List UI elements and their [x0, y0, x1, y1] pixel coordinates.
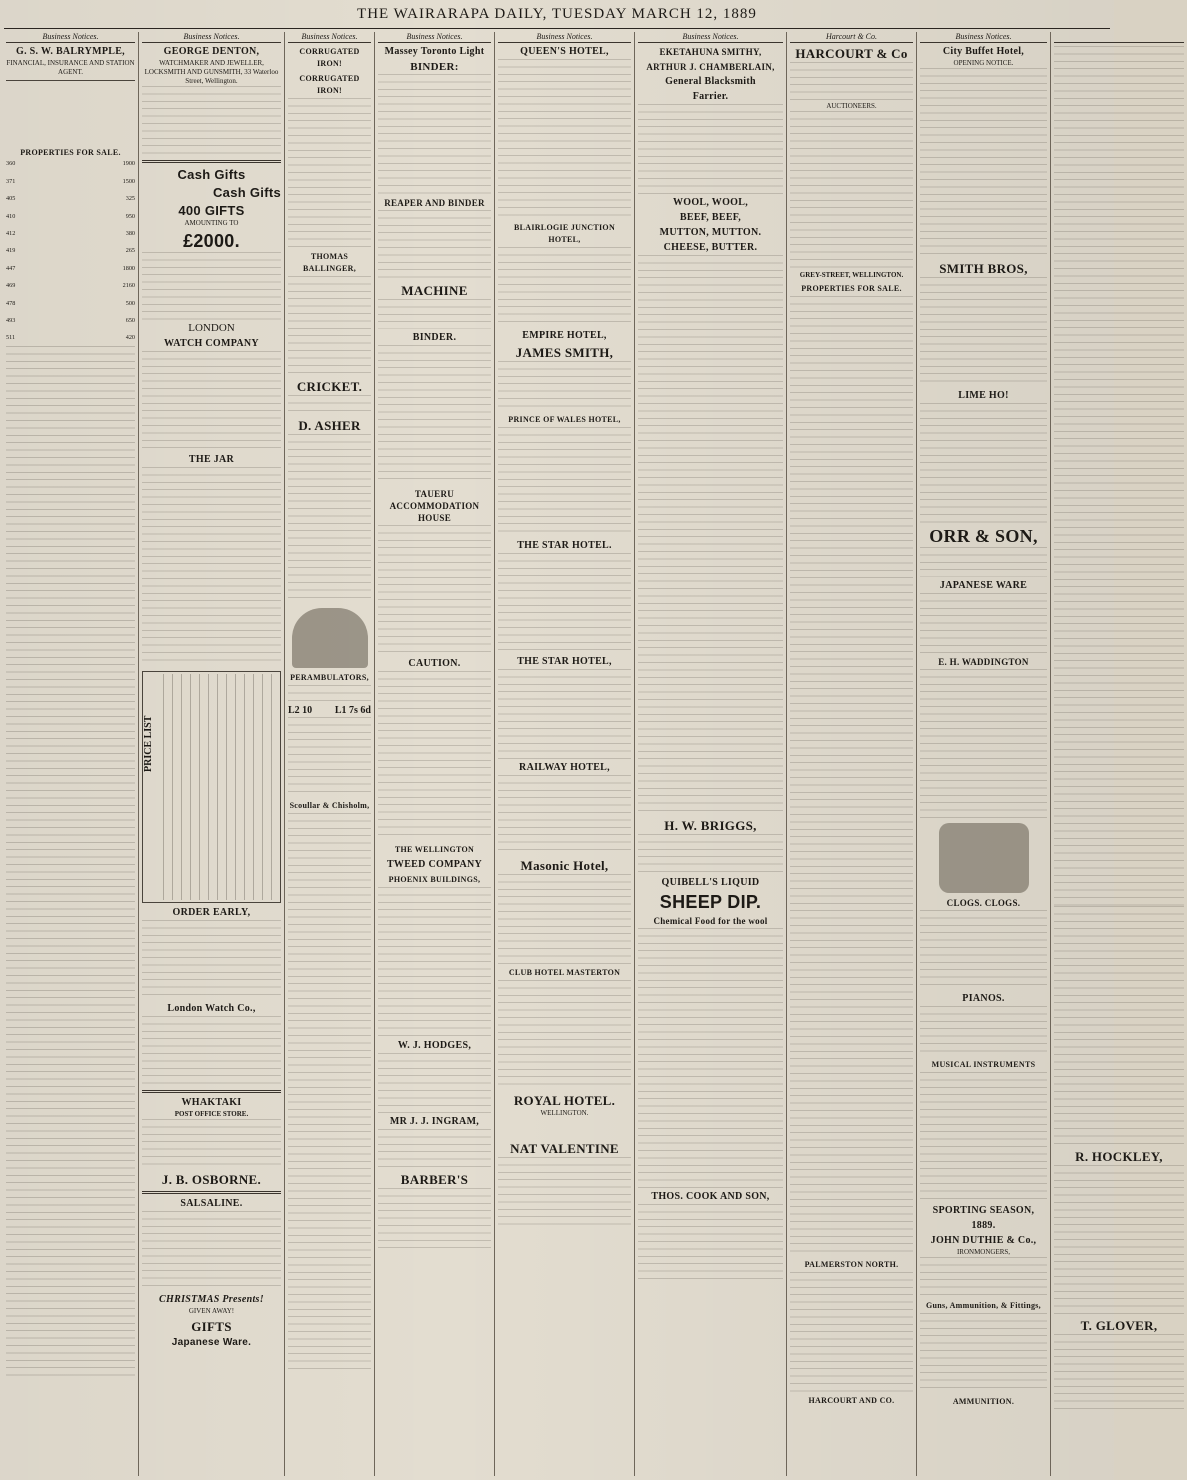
- ad-title: ORDER EARLY,: [172, 907, 251, 919]
- listing-row: 493 650: [6, 317, 135, 325]
- ad-title: Guns, Ammunition, & Fittings,: [926, 1301, 1041, 1311]
- ad-subtitle: POST OFFICE STORE.: [174, 1110, 249, 1119]
- ad-subtitle: AMOUNTING TO: [184, 219, 239, 228]
- ad-title: Scoullar & Chisholm,: [289, 801, 370, 811]
- ad-subtitle: GREY-STREET, WELLINGTON.: [799, 271, 904, 280]
- column-4: [375, 32, 495, 1476]
- ad-title: BINDER.: [412, 332, 457, 344]
- ad-title: MR J. J. INGRAM,: [389, 1116, 480, 1128]
- column-1: [3, 32, 139, 1476]
- ad-subtitle: WELLINGTON.: [540, 1109, 589, 1118]
- column-8: [917, 32, 1051, 1476]
- ad-title: LIME HO!: [958, 390, 1009, 402]
- ad-title: Chemical Food for the wool: [653, 916, 768, 927]
- column-head: Business Notices.: [378, 32, 491, 43]
- ad-title: PALMERSTON NORTH.: [804, 1260, 899, 1270]
- listing-row: 469 2160: [6, 282, 135, 290]
- ad-body: [6, 84, 135, 144]
- ad-heading: PROPERTIES FOR SALE.: [20, 148, 121, 158]
- ad-title: SALSALINE.: [180, 1198, 243, 1210]
- listing-row: 419 265: [6, 247, 135, 255]
- ad-title: EKETAHUNA SMITHY,: [659, 47, 762, 58]
- ad-title: JOHN DUTHIE & Co.,: [930, 1235, 1037, 1247]
- column-head: Business Notices.: [6, 32, 135, 43]
- ad-title: ORR & SON,: [929, 526, 1038, 547]
- ad-title: CRICKET.: [296, 379, 363, 395]
- ad-title: SMITH BROS,: [939, 261, 1028, 277]
- ad-title: JAPANESE WARE: [939, 580, 1028, 592]
- ad-title: D. ASHER: [298, 418, 361, 434]
- ad-title: BARBER'S: [400, 1172, 469, 1188]
- ad-title: PRINCE OF WALES HOTEL,: [508, 415, 621, 425]
- ad-title: Cash Gifts: [177, 167, 246, 183]
- ad-subtitle: IRONMONGERS,: [956, 1248, 1011, 1257]
- ad-title: MUSICAL INSTRUMENTS: [931, 1060, 1036, 1070]
- listing-row: 478 500: [6, 299, 135, 307]
- price-list-label: PRICE LIST: [143, 716, 154, 773]
- ad-title: THOS. COOK AND SON,: [651, 1191, 770, 1203]
- ad-title: Masonic Hotel,: [520, 858, 609, 874]
- ad-title: HARCOURT AND CO.: [808, 1396, 895, 1406]
- column-head: Business Notices.: [498, 32, 631, 43]
- listings: [6, 160, 135, 341]
- ad-title: 400 GIFTS: [178, 203, 245, 219]
- ad-title: R. HOCKLEY,: [1075, 1149, 1163, 1165]
- ad-title: THE STAR HOTEL.: [517, 540, 612, 552]
- ad-title: City Buffet Hotel,: [942, 46, 1025, 58]
- ad-title: BINDER:: [410, 61, 459, 74]
- ad-title: ARTHUR J. CHAMBERLAIN,: [646, 62, 775, 73]
- column-head: Business Notices.: [142, 32, 281, 43]
- masthead-title: THE WAIRARAPA DAILY, TUESDAY MARCH 12, 1889: [357, 6, 757, 22]
- ad-title: TAUERU ACCOMMODATION HOUSE: [389, 489, 480, 524]
- ad-title: PIANOS.: [962, 993, 1005, 1005]
- ad-title: General Blacksmith: [665, 76, 756, 88]
- listing-row: 412 380: [6, 230, 135, 238]
- ad-subtitle: OPENING NOTICE.: [953, 59, 1014, 68]
- ad-title: BEEF, BEEF,: [679, 212, 742, 224]
- column-head: Business Notices.: [288, 32, 371, 43]
- ad-title: QUIBELL'S LIQUID: [661, 877, 760, 889]
- listing-row: 360 1900: [6, 160, 135, 168]
- ad-title: CLOGS. CLOGS.: [946, 898, 1021, 909]
- column-head: Business Notices.: [920, 32, 1047, 43]
- ad-title: Farrier.: [692, 91, 729, 103]
- ad-title: E. H. WADDINGTON: [938, 657, 1029, 668]
- ad-title: ROYAL HOTEL.: [513, 1093, 616, 1109]
- masthead: [0, 6, 1114, 26]
- ad-title: NAT VALENTINE: [510, 1141, 619, 1157]
- ad-title: QUEEN'S HOTEL,: [520, 46, 609, 58]
- column-2: [139, 32, 285, 1476]
- column-9: [1051, 32, 1187, 1476]
- ad-title: G. S. W. BALRYMPLE,: [16, 46, 125, 58]
- ad-title: CHRISTMAS Presents!: [159, 1294, 264, 1306]
- listings-continued: [6, 346, 135, 1376]
- ad-title: GEORGE DENTON,: [163, 46, 260, 58]
- perambulator-engraving: [292, 608, 368, 668]
- ad-title: JAMES SMITH,: [515, 345, 614, 361]
- ad-title: CORRUGATED IRON!: [299, 47, 360, 69]
- ad-subtitle: LONDON: [188, 322, 235, 335]
- ad-title: CHEESE, BUTTER.: [663, 242, 758, 254]
- listing-row: 410 950: [6, 212, 135, 220]
- ad-title: £2000.: [183, 231, 240, 252]
- ad-title: THOMAS BALLINGER,: [302, 252, 356, 274]
- ad-title: London Watch Co.,: [167, 1003, 256, 1015]
- ad-subtitle: WATCHMAKER AND JEWELLER, LOCKSMITH AND GUNSMITH, 33 Waterloo Street, Wellington.: [144, 59, 279, 86]
- ad-subtitle: GIVEN AWAY!: [188, 1307, 235, 1316]
- listing-row: 405 325: [6, 195, 135, 203]
- ad-title: H. W. BRIGGS,: [664, 818, 757, 834]
- ad-title: W. J. HODGES,: [397, 1040, 472, 1052]
- column-5: [495, 32, 635, 1476]
- ad-title: Japanese Ware.: [171, 1337, 252, 1349]
- ad-title: PERAMBULATORS,: [290, 673, 369, 683]
- ad-title: T. GLOVER,: [1080, 1318, 1158, 1334]
- ad-title: THE JAR: [188, 454, 235, 466]
- ad-title: Cash Gifts: [212, 185, 281, 201]
- column-head: Harcourt & Co.: [790, 32, 913, 43]
- price-line: L2 10 L1 7s 6d: [288, 705, 371, 717]
- ad-title: MUTTON, MUTTON.: [659, 227, 762, 239]
- ad-title: HARCOURT & Co: [795, 46, 908, 62]
- ad-title: WOOL, WOOL,: [672, 197, 749, 209]
- ad-title: THE STAR HOTEL,: [517, 656, 612, 668]
- columns: [3, 32, 1163, 1476]
- ad-title: SHEEP DIP.: [659, 892, 762, 913]
- column-3: [285, 32, 375, 1476]
- ad-title: THE WELLINGTON: [394, 845, 475, 855]
- ad-title: BLAIRLOGIE JUNCTION HOTEL,: [513, 223, 616, 245]
- ad-title: J. B. OSBORNE.: [161, 1172, 262, 1188]
- ad-title: Massey Toronto Light: [384, 46, 485, 58]
- ad-title: SPORTING SEASON,: [932, 1205, 1035, 1217]
- ad-title: REAPER AND BINDER: [384, 198, 485, 209]
- price-list-table: [142, 671, 281, 903]
- ad-title: PROPERTIES FOR SALE.: [801, 284, 902, 294]
- ad-title: CAUTION.: [408, 658, 461, 670]
- ad-title: 1889.: [971, 1220, 996, 1232]
- ad-title: MACHINE: [401, 283, 468, 299]
- ad-title: CLUB HOTEL MASTERTON: [508, 968, 621, 978]
- listing-row: 511 420: [6, 334, 135, 342]
- ad-title: WHAKTAKI: [181, 1097, 242, 1109]
- ad-subtitle: AUCTIONEERS.: [826, 102, 877, 111]
- listing-row: 371 1500: [6, 177, 135, 185]
- ad-title: PHOENIX BUILDINGS,: [388, 875, 481, 885]
- ad-title: WATCH COMPANY: [164, 338, 259, 350]
- column-6: [635, 32, 787, 1476]
- column-head: [1054, 32, 1184, 43]
- ad-title: CORRUGATED IRON!: [299, 74, 360, 96]
- ad-title: EMPIRE HOTEL,: [522, 330, 607, 342]
- ad-title: TWEED COMPANY: [386, 859, 483, 871]
- listing-row: 447 1800: [6, 264, 135, 272]
- clog-engraving: [939, 823, 1029, 893]
- column-head: Business Notices.: [638, 32, 783, 43]
- ad-title: RAILWAY HOTEL,: [519, 762, 610, 774]
- ad-title: GIFTS: [191, 1319, 232, 1335]
- ad-title: AMMUNITION.: [952, 1397, 1015, 1407]
- column-7: [787, 32, 917, 1476]
- ad-subtitle: FINANCIAL, INSURANCE AND STATION AGENT.: [6, 59, 135, 77]
